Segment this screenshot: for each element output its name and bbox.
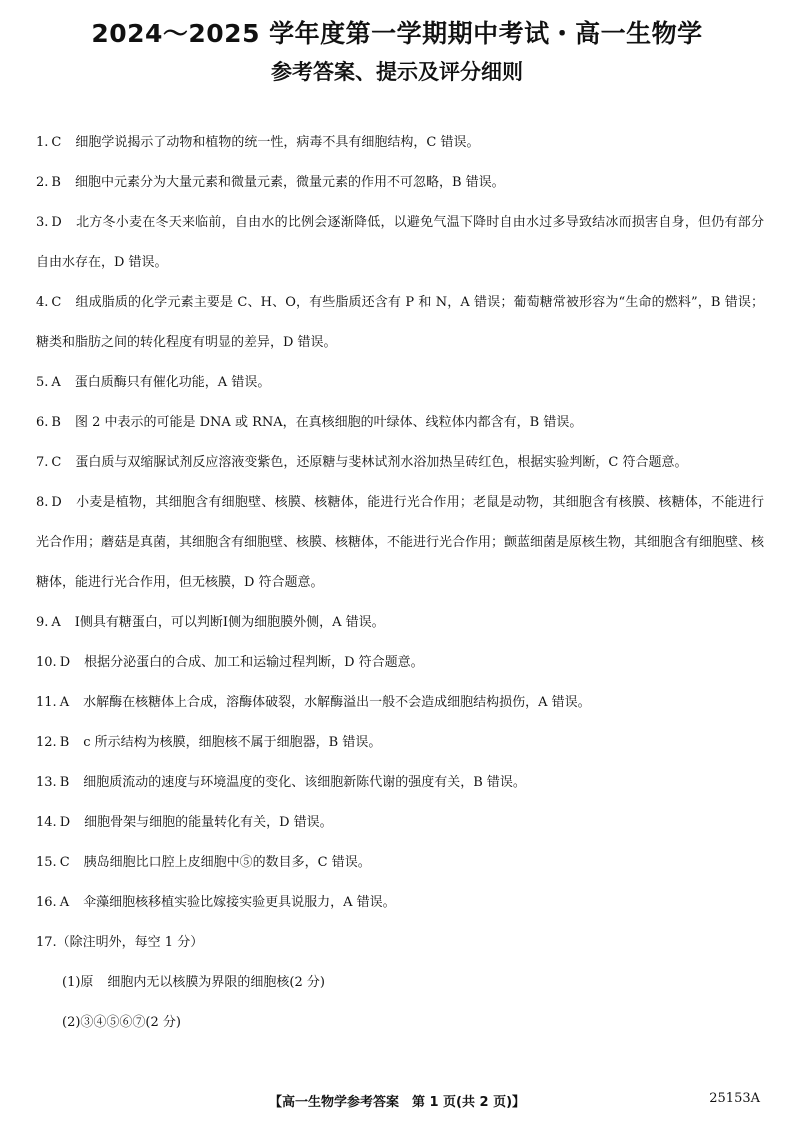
item-explanation: 蛋白质与双缩脲试剂反应溶液变紫色，还原糖与斐林试剂水浴加热呈砖红色，根据实验判断，C 符合题意。 bbox=[75, 455, 688, 470]
item-answer: B bbox=[51, 175, 61, 190]
answer-item-9 bbox=[36, 603, 764, 643]
answer-item-4 bbox=[36, 283, 764, 363]
item-answer: D bbox=[59, 655, 71, 670]
item-number: 2. bbox=[36, 175, 49, 190]
item-answer: C bbox=[51, 295, 62, 310]
item-explanation: 细胞质流动的速度与环境温度的变化、该细胞新陈代谢的强度有关，B 错误。 bbox=[83, 775, 526, 790]
answer-item-13 bbox=[36, 763, 764, 803]
item-number: 11. bbox=[36, 695, 57, 710]
item-number: 8. bbox=[36, 495, 49, 510]
answer-list bbox=[36, 123, 764, 1043]
item-number: 3. bbox=[36, 215, 49, 230]
item-number: 12. bbox=[36, 735, 57, 750]
item-number: 10. bbox=[36, 655, 57, 670]
item-answer: A bbox=[51, 615, 61, 630]
item-explanation: 小麦是植物，其细胞含有细胞壁、核膜、核糖体，能进行光合作用；老鼠是动物，其细胞含有核膜、核糖体，不能进行光合作用；蘑菇是真菌，其细胞含有细胞壁、核膜、核糖体，不能进行光合作用；颤蓝细菌是原核生物，其细胞含有细胞壁、核糖体，能进行光合作用，但无核膜，D 符合题意。 bbox=[36, 495, 765, 590]
answer-item-2 bbox=[36, 163, 764, 203]
item-number: 9. bbox=[36, 615, 49, 630]
item-explanation: 细胞中元素分为大量元素和微量元素，微量元素的作用不可忽略，B 错误。 bbox=[74, 175, 505, 190]
item-answer: D bbox=[59, 815, 71, 830]
answer-item-7 bbox=[36, 443, 764, 483]
item-answer: B bbox=[59, 775, 70, 790]
answer-item-12 bbox=[36, 723, 764, 763]
answer-item-5 bbox=[36, 363, 764, 403]
part-1-answer: (1)原 bbox=[62, 975, 94, 990]
item-answer: C bbox=[51, 135, 62, 150]
item-number: 6. bbox=[36, 415, 49, 430]
item-explanation: 细胞骨架与细胞的能量转化有关，D 错误。 bbox=[84, 815, 333, 830]
page-title: 2024～2025 学年度第一学期期中考试・高一生物学 bbox=[91, 19, 703, 48]
item-explanation: Ⅰ侧具有糖蛋白，可以判断Ⅰ侧为细胞膜外侧，A 错误。 bbox=[74, 615, 385, 630]
item-answer: C bbox=[51, 455, 62, 470]
question-17-part-2: (2)③④⑤⑥⑦(2 分) bbox=[62, 1015, 181, 1030]
answer-item-3 bbox=[36, 203, 764, 283]
item-number: 5. bbox=[36, 375, 49, 390]
item-explanation: 北方冬小麦在冬天来临前，自由水的比例会逐渐降低，以避免气温下降时自由水过多导致结冰而损害自身，但仍有部分自由水存在，D 错误。 bbox=[36, 215, 764, 270]
page-footer: 【高一生物学参考答案 第 1 页(共 2 页)】 bbox=[268, 1095, 526, 1110]
question-17-header: 17.（除注明外，每空 1 分） bbox=[36, 935, 204, 950]
item-number: 13. bbox=[36, 775, 57, 790]
item-number: 4. bbox=[36, 295, 49, 310]
answer-item-6 bbox=[36, 403, 764, 443]
item-answer: C bbox=[59, 855, 70, 870]
answer-item-11 bbox=[36, 683, 764, 723]
item-explanation: 水解酶在核糖体上合成，溶酶体破裂，水解酶溢出一般不会造成细胞结构损伤，A 错误。 bbox=[83, 695, 591, 710]
item-number: 7. bbox=[36, 455, 49, 470]
item-explanation: 胰岛细胞比口腔上皮细胞中⑤的数目多，C 错误。 bbox=[83, 855, 371, 870]
answer-item-10 bbox=[36, 643, 764, 683]
item-number: 16. bbox=[36, 895, 57, 910]
item-answer: D bbox=[51, 495, 62, 510]
item-answer: A bbox=[59, 695, 70, 710]
document-code: 25153A bbox=[709, 1091, 760, 1106]
item-answer: A bbox=[59, 895, 70, 910]
answer-item-15 bbox=[36, 843, 764, 883]
question-17-part-1 bbox=[36, 963, 764, 1003]
part-1-explanation: 细胞内无以核膜为界限的细胞核(2 分) bbox=[107, 975, 325, 990]
answer-item-8 bbox=[36, 483, 764, 603]
item-number: 14. bbox=[36, 815, 57, 830]
item-explanation: 蛋白质酶只有催化功能，A 错误。 bbox=[74, 375, 271, 390]
item-explanation: c 所示结构为核膜，细胞核不属于细胞器，B 错误。 bbox=[83, 735, 382, 750]
answer-item-1 bbox=[36, 123, 764, 163]
page-subtitle: 参考答案、提示及评分细则 bbox=[271, 60, 523, 84]
item-explanation: 伞藻细胞核移植实验比嫁接实验更具说服力，A 错误。 bbox=[83, 895, 396, 910]
item-answer: D bbox=[51, 215, 62, 230]
answer-item-14 bbox=[36, 803, 764, 843]
item-number: 15. bbox=[36, 855, 57, 870]
item-answer: A bbox=[51, 375, 61, 390]
answer-item-16 bbox=[36, 883, 764, 923]
item-explanation: 图 2 中表示的可能是 DNA 或 RNA，在真核细胞的叶绿体、线粒体内都含有，B 错误。 bbox=[74, 415, 583, 430]
item-explanation: 根据分泌蛋白的合成、加工和运输过程判断，D 符合题意。 bbox=[84, 655, 424, 670]
item-answer: B bbox=[51, 415, 61, 430]
item-explanation: 细胞学说揭示了动物和植物的统一性，病毒不具有细胞结构，C 错误。 bbox=[75, 135, 480, 150]
item-explanation: 组成脂质的化学元素主要是 C、H、O，有些脂质还含有 P 和 N，A 错误；葡萄糖常被形容为“生命的燃料”，B 错误；糖类和脂肪之间的转化程度有明显的差异，D 错误。 bbox=[36, 295, 764, 350]
item-answer: B bbox=[59, 735, 70, 750]
item-number: 1. bbox=[36, 135, 49, 150]
